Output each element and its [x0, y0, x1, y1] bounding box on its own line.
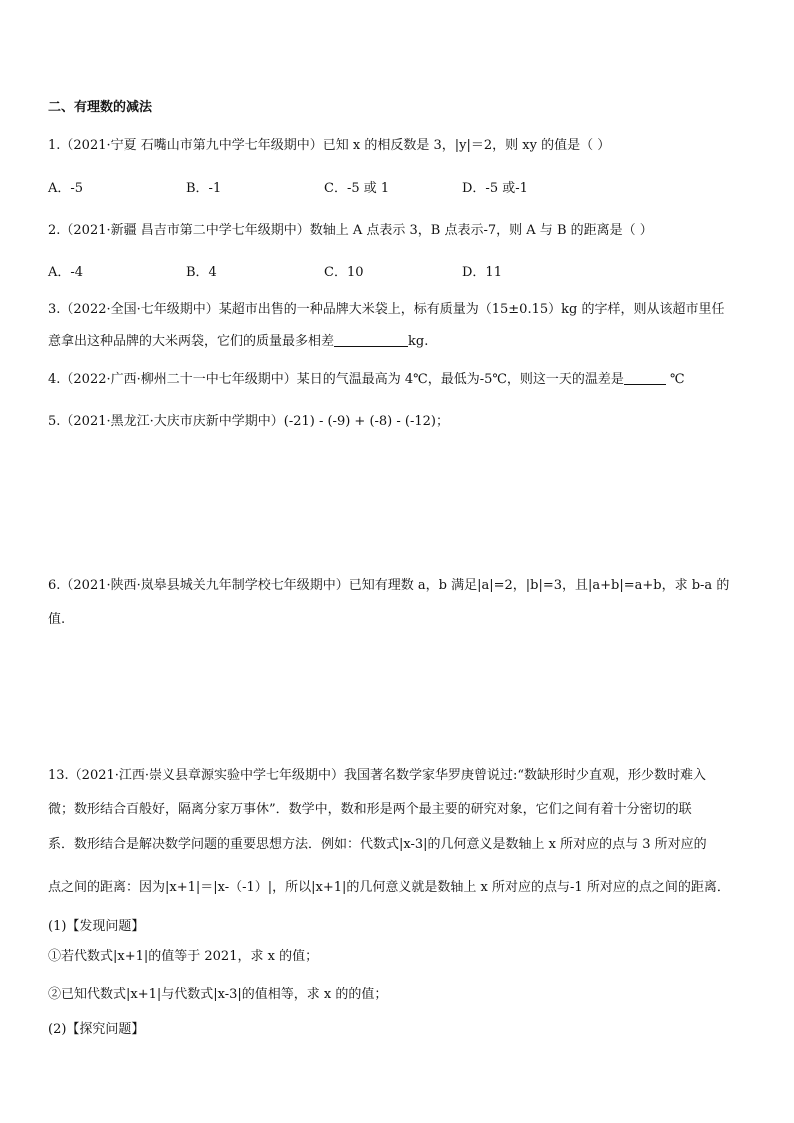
option-a: A．-5: [48, 181, 84, 196]
question-6-text-line2: 值.: [48, 612, 66, 627]
question-13-subheading-1: (1)【发现问题】: [48, 919, 145, 934]
answer-blank: [624, 371, 666, 385]
question-13-text-line3: 系．数形结合是解决数学问题的重要思想方法．例如：代数式|x-3|的几何意义是数轴上 x 所对应的点与 3 所对应的: [48, 837, 707, 852]
option-b: B．-1: [186, 181, 222, 196]
question-13-text-line2: 微；数形结合百般好，隔离分家万事休”．数学中，数和形是两个最主要的研究对象，它们之间有着十分密切的联: [48, 802, 692, 817]
answer-blank: [334, 333, 408, 347]
option-c: C．-5 或 1: [324, 181, 390, 196]
section-title: 二、有理数的减法: [48, 100, 153, 115]
question-3-text: 3.（2022·全国·七年级期中）某超市出售的一种品牌大米袋上，标有质量为（15±0.15）kg 的字样，则从该超市里任: [48, 302, 725, 317]
question-3-text-after-blank: kg.: [408, 334, 429, 349]
question-13-subheading-2: (2)【探究问题】: [48, 1022, 145, 1037]
question-13-item-1: ①若代数式|x+1|的值等于 2021，求 x 的值；: [48, 949, 319, 964]
question-6-text: 6.（2021·陕西·岚皋县城关九年制学校七年级期中）已知有理数 a，b 满足|a|=2，|b|=3，且|a+b|=a+b，求 b-a 的: [48, 578, 730, 593]
question-13-text: 13.（2021·江西·崇义县章源实验中学七年级期中）我国著名数学家华罗庚曾说过:“数缺形时少直观，形少数时难入: [48, 768, 707, 783]
question-1-text: 1.（2021·宁夏 石嘴山市第九中学七年级期中）已知 x 的相反数是 3，|y|＝2，则 xy 的值是（ ）: [48, 138, 611, 153]
question-3-text-before-blank: 意拿出这种品牌的大米两袋，它们的质量最多相差: [48, 334, 335, 349]
option-b: B．4: [186, 265, 217, 280]
question-4-text-before-blank: 4.（2022·广西·柳州二十一中七年级期中）某日的气温最高为 4℃，最低为-5℃，则这一天的温差是: [48, 372, 624, 387]
question-2-text: 2.（2021·新疆 昌吉市第二中学七年级期中）数轴上 A 点表示 3，B 点表示-7，则 A 与 B 的距离是（ ）: [48, 223, 653, 238]
question-4-text: [48, 371, 685, 389]
question-5-text: 5.（2021·黑龙江·大庆市庆新中学期中）(-21) - (-9) + (-8) - (-12)；: [48, 414, 449, 429]
question-13-item-2: ②已知代数式|x+1|与代数式|x-3|的值相等，求 x 的的值；: [48, 987, 388, 1002]
option-d: D．-5 或-1: [462, 181, 528, 196]
option-c: C．10: [324, 265, 364, 280]
option-d: D．11: [462, 265, 502, 280]
option-a: A．-4: [48, 265, 84, 280]
question-13-text-line4: 点之间的距离：因为|x+1|＝|x-（-1）|，所以|x+1|的几何意义就是数轴上 x 所对应的点与-1 所对应的点之间的距离．: [48, 880, 730, 895]
question-4-text-after-blank: ℃: [665, 372, 685, 387]
question-3-text-line2: [48, 333, 428, 351]
